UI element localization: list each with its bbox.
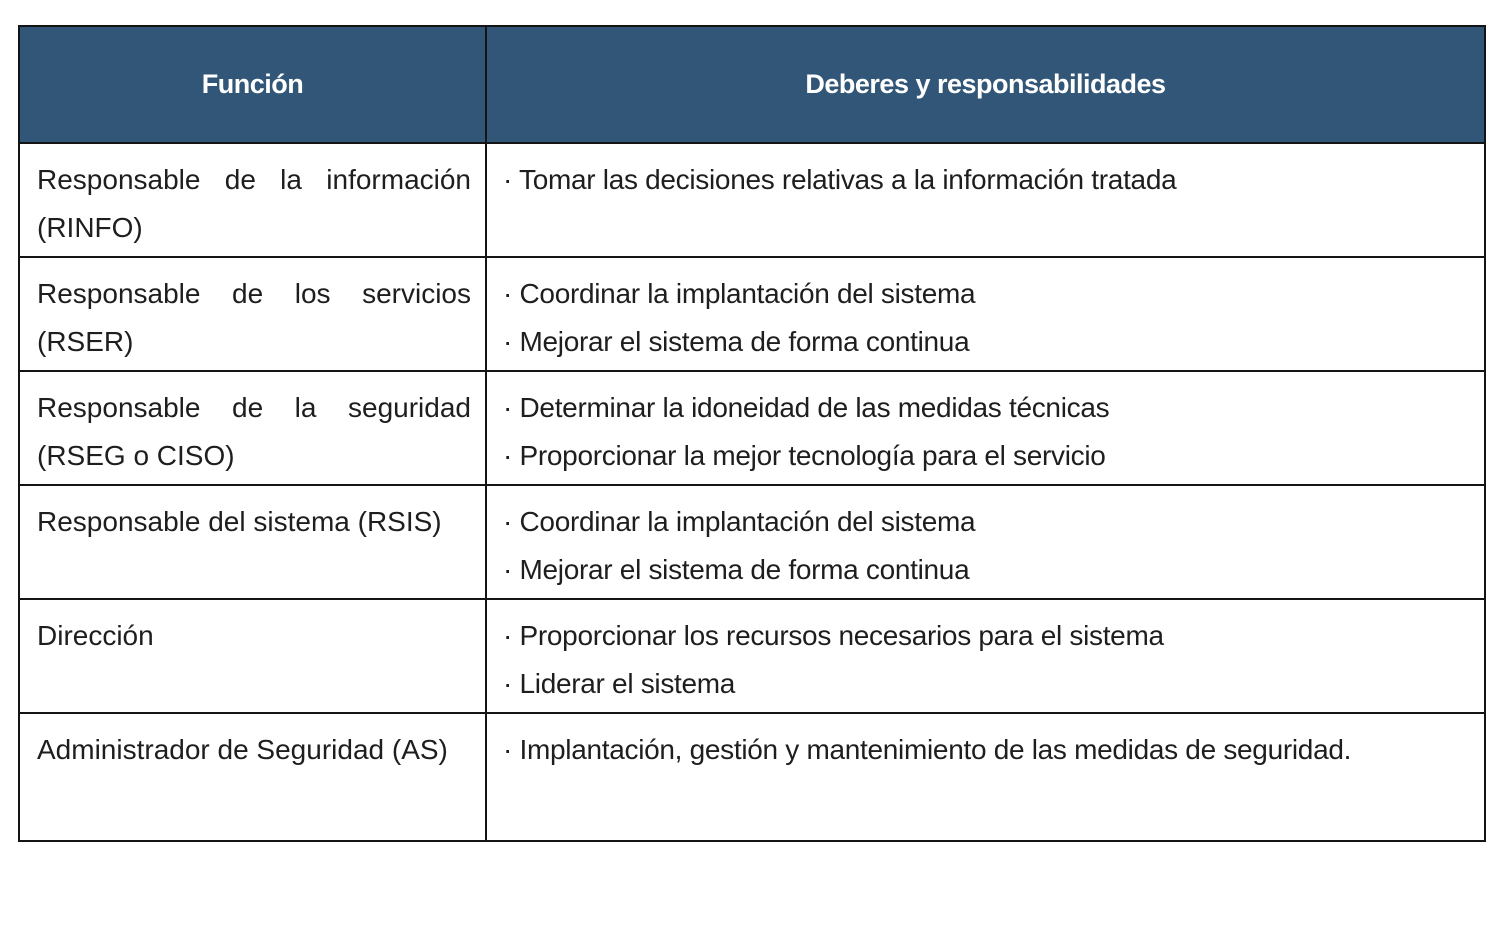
deberes-cell [486, 485, 1485, 599]
header-funcion: Función [19, 26, 486, 143]
funcion-cell: Responsable de los servicios (RSER) [19, 257, 486, 371]
roles-table [18, 25, 1486, 842]
deberes-cell [486, 257, 1485, 371]
funcion-cell: Responsable del sistema (RSIS) [19, 485, 486, 599]
header-deberes: Deberes y responsabilidades [486, 26, 1485, 143]
duty-item: · Implantación, gestión y mantenimiento de las medidas de seguridad. [503, 734, 1352, 765]
duty-item: · Coordinar la implantación del sistema [503, 278, 976, 309]
duty-item: · Mejorar el sistema de forma continua [503, 554, 970, 585]
deberes-cell [486, 599, 1485, 713]
duty-item: · Determinar la idoneidad de las medidas técnicas [503, 392, 1110, 423]
table-header-row [19, 26, 1485, 143]
deberes-cell [486, 371, 1485, 485]
duty-item: · Proporcionar los recursos necesarios para el sistema [503, 620, 1164, 651]
funcion-cell: Administrador de Seguridad (AS) [19, 713, 486, 841]
funcion-cell: Dirección [19, 599, 486, 713]
deberes-cell [486, 143, 1485, 257]
funcion-cell: Responsable de la seguridad (RSEG o CISO) [19, 371, 486, 485]
duty-item: · Coordinar la implantación del sistema [503, 506, 976, 537]
duty-item: · Mejorar el sistema de forma continua [503, 326, 970, 357]
table-row [19, 485, 1485, 599]
table-row [19, 713, 1485, 841]
duty-item: · Liderar el sistema [503, 668, 736, 699]
duty-item: · Proporcionar la mejor tecnología para el servicio [503, 440, 1106, 471]
table-row [19, 143, 1485, 257]
table-row [19, 371, 1485, 485]
duty-item: · Tomar las decisiones relativas a la información tratada [503, 164, 1177, 195]
funcion-cell: Responsable de la información (RINFO) [19, 143, 486, 257]
table-row [19, 257, 1485, 371]
deberes-cell [486, 713, 1485, 841]
table-row [19, 599, 1485, 713]
